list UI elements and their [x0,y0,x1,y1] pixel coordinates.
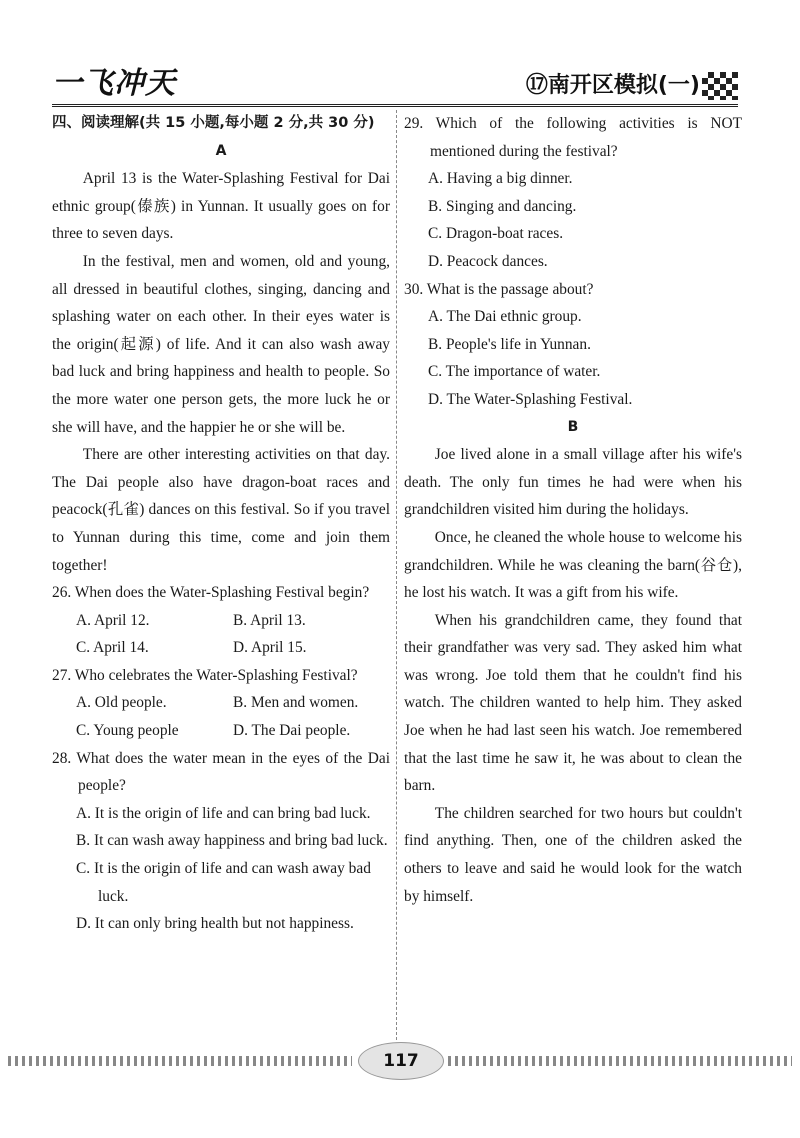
passage-b-paragraph: The children searched for two hours but couldn't find anything. Then, one of the children asked the others to leave and said he would look for the watch by himself. [404,804,742,905]
option-b: B. Men and women. [233,694,359,712]
option-a: A. Having a big dinner. [428,170,573,188]
option-d: D. The Dai people. [233,722,351,740]
option-d: D. Peacock dances. [428,252,548,270]
option-b: B. April 13. [233,611,306,629]
question-stem: 30. What is the passage about? [404,280,594,298]
column-divider [396,110,397,1040]
passage-a-paragraph: There are other interesting activities on that day. The Dai people also have dragon-boat races and peacock(孔雀) dances on this festival. So if you travel to Yunnan during this time, come and join them together! [52,446,390,574]
page-footer [0,1036,800,1096]
left-column [52,110,390,938]
passage-b-paragraph: Once, he cleaned the whole house to welcome his grandchildren. While he was cleaning the barn(谷仓), he lost his watch. It was a gift from his wife. [404,528,742,602]
option-a: A. April 12. [76,611,150,629]
option-c: C. April 14. [76,639,149,657]
passage-b-paragraph: When his grandchildren came, they found that their grandfather was very sad. They asked him what was wrong. Joe told them that he couldn't find his watch. The children wanted to help him. They asked Joe when he had last seen his watch. Joe remembered that the last time he saw it, he was about to clean the barn. [404,611,742,795]
option-b: B. People's life in Yunnan. [428,335,591,353]
question-26 [52,579,390,662]
option-b: B. It can wash away happiness and bring bad luck. [76,832,388,850]
option-a: A. The Dai ethnic group. [428,308,582,326]
page-number: 117 [358,1042,444,1080]
footer-ornament [8,1056,352,1066]
question-stem: 26. When does the Water-Splashing Festival begin? [52,584,370,602]
footer-ornament [448,1056,792,1066]
question-stem: 27. Who celebrates the Water-Splashing Festival? [52,666,358,684]
section-heading: 四、阅读理解(共 15 小题,每小题 2 分,共 30 分) [52,115,375,131]
option-d: D. The Water-Splashing Festival. [428,390,633,408]
option-a: A. Old people. [76,694,167,712]
series-logo: 一飞冲天 [52,66,176,101]
option-a: A. It is the origin of life and can bring bad luck. [76,804,371,822]
checker-pattern-icon [702,72,738,100]
right-column [404,110,742,910]
passage-a-paragraph: April 13 is the Water-Splashing Festival for Dai ethnic group(傣族) in Yunnan. It usually goes on for three to seven days. [52,170,390,243]
exam-title: ⑰南开区模拟(一) [525,73,700,98]
passage-b-title: B [567,418,579,435]
option-d: D. It can only bring health but not happiness. [76,915,354,933]
passage-a-title: A [215,142,227,159]
question-27 [52,662,390,745]
question-stem: 29. Which of the following activities is NOT mentioned during the festival? [404,115,742,160]
option-b: B. Singing and dancing. [428,197,577,215]
question-stem: 28. What does the water mean in the eyes of the Dai people? [52,749,390,795]
option-c: C. Dragon-boat races. [428,225,564,243]
question-28 [52,745,390,938]
option-c: C. The importance of water. [428,363,601,381]
header-rule [52,104,738,107]
question-29 [404,110,742,276]
option-c: C. Young people [76,722,179,740]
option-c: C. It is the origin of life and can wash away bad luck. [76,860,371,905]
passage-a-paragraph: In the festival, men and women, old and young, all dressed in beautiful clothes, singing, dancing and splashing water on each other. In their eyes water is the origin(起源) of life. And it can also wash away bad luck and bring happiness and health to people. So the more water one person gets, the more luck he or she will have, and the happier he or she will be. [52,252,390,436]
option-d: D. April 15. [233,639,307,657]
page-header [0,0,800,110]
question-30 [404,276,742,414]
passage-b-paragraph: Joe lived alone in a small village after his wife's death. The only fun times he had were when his grandchildren visited him during the holidays. [404,446,742,519]
